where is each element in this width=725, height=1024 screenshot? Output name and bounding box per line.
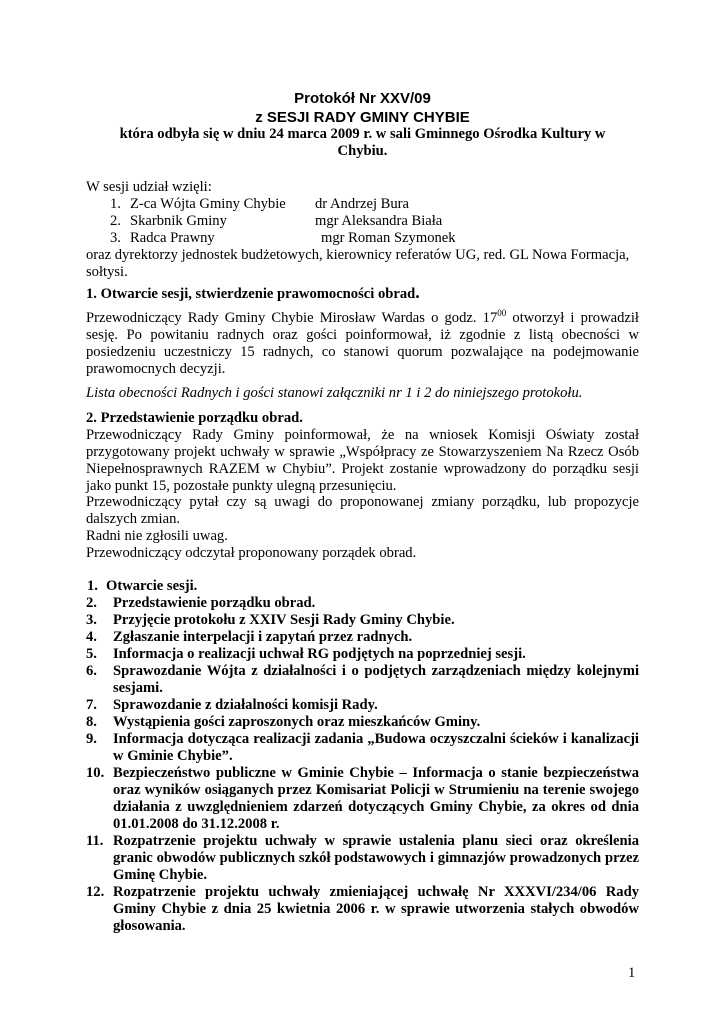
document-subtitle-session: z SESJI RADY GMINY CHYBIE — [255, 109, 470, 126]
agenda-item-number: 5. — [86, 646, 97, 662]
agenda-item-number: 11. — [86, 833, 104, 849]
agenda-item-text: Informacja o realizacji uchwał RG podjętych na poprzedniej sesji. — [113, 646, 526, 662]
agenda-item — [86, 612, 639, 629]
attendance-intro: W sesji udział wzięli: — [86, 179, 212, 195]
attendee-role: Z-ca Wójta Gminy Chybie — [130, 196, 286, 212]
section1-paragraph — [86, 310, 639, 378]
attendee-row — [86, 213, 646, 230]
time-minutes-superscript: 00 — [497, 308, 507, 319]
agenda-item-text: Informacja dotycząca realizacji zadania „Budowa oczyszczalni ścieków i kanalizacji w Gminie Chybie”. — [113, 731, 639, 764]
attendee-number: 1. — [110, 196, 121, 212]
attendee-role: Radca Prawny — [130, 230, 215, 246]
agenda-item-number: 3. — [86, 612, 97, 628]
agenda-item-text: Sprawozdanie Wójta z działalności i o podjętych zarządzeniach między kolejnymi sesjami. — [113, 663, 639, 696]
attendee-number: 2. — [110, 213, 121, 229]
agenda-item — [86, 765, 639, 833]
agenda-item-number: 6. — [86, 663, 97, 679]
section2-paragraph: Przewodniczący Rady Gminy poinformował, że na wniosek Komisji Oświaty został przygotowany projekt uchwały w sprawie „Współpracy ze Stowarzyszeniem Na Rzecz Osób Niepełnosprawnych RAZEM w Chybiu”. Projekt zostanie wprowadzony do porządku sesji jako punkt 15, pozostałe punkty ulegną przesunięciu. — [86, 427, 639, 494]
section1-paragraph-rest: otworzył i prowadził sesję. Po powitaniu radnych oraz gości poinformował, iż zgodnie z listą obecności w posiedzeniu uczestniczy 15 radnych, co stanowi quorum pozwalające na podejmowanie prawomocnych decyzji. — [86, 310, 639, 377]
attendee-name: dr Andrzej Bura — [315, 196, 410, 212]
section2-question: Przewodniczący pytał czy są uwagi do proponowanej zmiany porządku, lub propozycje dalszych zmian. — [86, 494, 639, 527]
agenda-item-text: Rozpatrzenie projektu uchwały zmieniającej uchwałę Nr XXXVI/234/06 Rady Gminy Chybie z dnia 25 kwietnia 2006 r. w sprawie utworzenia stałych obwodów głosowania. — [113, 884, 639, 934]
agenda-item — [86, 714, 639, 731]
attendee-row — [86, 196, 646, 213]
attendee-name: mgr Roman Szymonek — [321, 230, 456, 246]
agenda-item-number: 1. — [87, 578, 98, 594]
agenda-item — [86, 884, 639, 935]
attendance-others: oraz dyrektorzy jednostek budżetowych, kierownicy referatów UG, red. GL Nowa Formacja, sołtysi. — [86, 247, 630, 280]
agenda-item — [86, 629, 639, 646]
agenda-item — [86, 663, 639, 697]
agenda-item-text: Rozpatrzenie projektu uchwały w sprawie ustalenia planu sieci oraz określenia granic obwodów publicznych szkół podstawowych i gimnazjów prowadzonych przez Gminę Chybie. — [113, 833, 639, 883]
attendee-row — [86, 230, 646, 247]
agenda-item — [86, 731, 639, 765]
agenda-list — [86, 578, 639, 935]
section1-paragraph-start: Przewodniczący Rady Gminy Chybie Mirosław Wardas o godz. 17 — [86, 310, 498, 326]
agenda-item — [86, 833, 639, 884]
agenda-item-number: 7. — [86, 697, 97, 713]
section1-heading-text: 1. Otwarcie sesji, stwierdzenie prawomocności obrad — [86, 286, 416, 302]
agenda-item — [86, 595, 639, 612]
section1-heading-period: . — [415, 282, 420, 302]
agenda-item-text: Otwarcie sesji. — [106, 578, 198, 594]
agenda-item-number: 8. — [86, 714, 97, 730]
agenda-item-text: Wystąpienia gości zaproszonych oraz mieszkańców Gminy. — [113, 714, 481, 730]
agenda-item-text: Zgłaszanie interpelacji i zapytań przez radnych. — [113, 629, 413, 645]
agenda-item-number: 4. — [86, 629, 97, 645]
agenda-item — [86, 646, 639, 663]
agenda-item-text: Przedstawienie porządku obrad. — [113, 595, 316, 611]
document-title: Protokół Nr XXV/09 — [294, 90, 431, 107]
section2-agenda-read: Przewodniczący odczytał proponowany porządek obrad. — [86, 545, 417, 561]
agenda-item — [86, 697, 639, 714]
attendee-role: Skarbnik Gminy — [130, 213, 227, 229]
section2-heading: 2. Przedstawienie porządku obrad. — [86, 410, 303, 426]
agenda-item-text: Bezpieczeństwo publiczne w Gminie Chybie – Informacja o stanie bezpieczeństwa oraz wyników osiąganych przez Komisariat Policji w Strumieniu na terenie swojego działania z uwzględnieniem zdarzeń dotyczących Gminy Chybie, za okres od dnia 01.01.2008 do 31.12.2008 r. — [113, 765, 639, 832]
agenda-item — [86, 578, 639, 595]
agenda-item-number: 2. — [86, 595, 97, 611]
attendee-number: 3. — [110, 230, 121, 246]
attendance-list-note: Lista obecności Radnych i gości stanowi załączniki nr 1 i 2 do niniejszego protokołu. — [86, 385, 583, 401]
section2-no-remarks: Radni nie zgłosili uwag. — [86, 528, 228, 544]
agenda-item-text: Sprawozdanie z działalności komisji Rady. — [113, 697, 378, 713]
attendee-name: mgr Aleksandra Biała — [315, 213, 443, 229]
agenda-item-number: 9. — [86, 731, 97, 747]
agenda-item-text: Przyjęcie protokołu z XXIV Sesji Rady Gminy Chybie. — [113, 612, 455, 628]
section1-heading — [86, 282, 639, 303]
session-date-location: która odbyła się w dniu 24 marca 2009 r. w sali Gminnego Ośrodka Kultury w Chybiu. — [119, 126, 606, 159]
agenda-item-number: 12. — [86, 884, 105, 900]
agenda-item-number: 10. — [86, 765, 105, 781]
page-number: 1 — [628, 965, 636, 981]
attendance-section — [86, 179, 646, 281]
